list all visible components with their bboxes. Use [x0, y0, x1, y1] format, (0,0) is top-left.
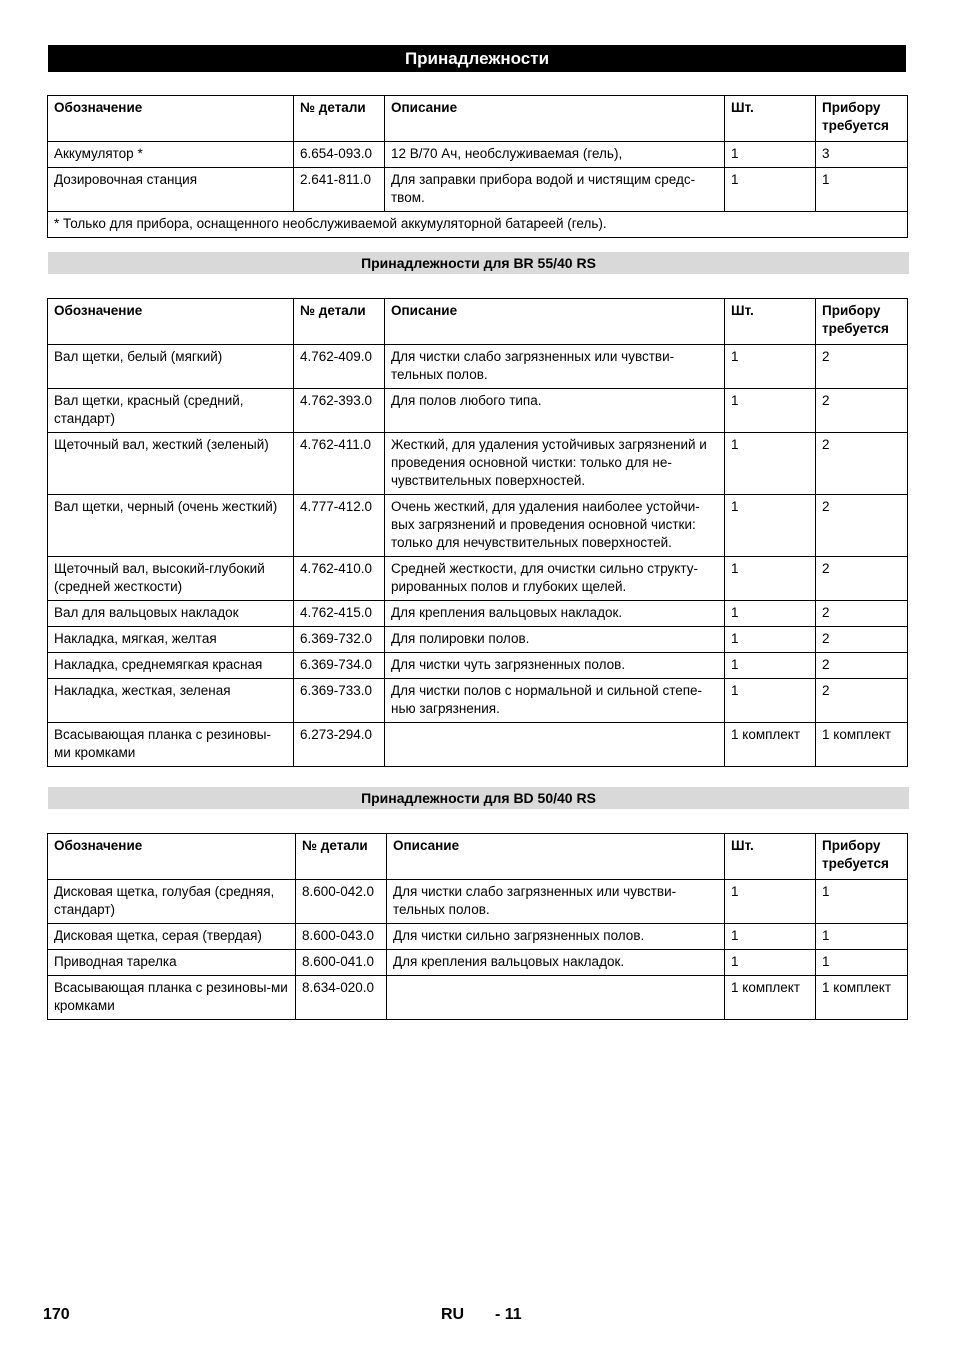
cell-required: 1 — [816, 924, 908, 950]
cell-designation: Аккумулятор * — [48, 142, 294, 168]
cell-description: Очень жесткий, для удаления наиболее устойчи-вых загрязнений и проведения основной чистки: только для нечувствительных поверхностей. — [385, 495, 725, 557]
cell-description — [387, 976, 725, 1020]
table-row — [48, 601, 908, 627]
table-row — [48, 627, 908, 653]
cell-designation: Дозировочная станция — [48, 168, 294, 212]
cell-designation: Накладка, жесткая, зеленая — [48, 679, 294, 723]
header-description: Описание — [385, 96, 725, 142]
cell-description: Для крепления вальцовых накладок. — [385, 601, 725, 627]
header-part-number: № детали — [294, 96, 385, 142]
cell-description: Для полов любого типа. — [385, 389, 725, 433]
cell-required: 2 — [816, 389, 908, 433]
cell-quantity: 1 — [725, 653, 816, 679]
cell-part-number: 4.777-412.0 — [294, 495, 385, 557]
header-required: Прибору требуется — [816, 96, 908, 142]
cell-quantity: 1 комплект — [725, 976, 816, 1020]
cell-required: 1 комплект — [816, 976, 908, 1020]
cell-quantity: 1 — [725, 389, 816, 433]
cell-part-number: 6.369-732.0 — [294, 627, 385, 653]
header-required: Прибору требуется — [816, 834, 908, 880]
cell-part-number: 6.369-733.0 — [294, 679, 385, 723]
cell-required: 2 — [816, 601, 908, 627]
cell-quantity: 1 — [725, 495, 816, 557]
br-accessories-table — [47, 298, 908, 767]
footnote: * Только для прибора, оснащенного необслуживаемой аккумуляторной батареей (гель). — [48, 212, 908, 238]
cell-quantity: 1 — [725, 880, 816, 924]
cell-designation: Накладка, мягкая, желтая — [48, 627, 294, 653]
table-header-row — [48, 96, 908, 142]
table-row — [48, 168, 908, 212]
cell-quantity: 1 — [725, 924, 816, 950]
header-quantity: Шт. — [725, 299, 816, 345]
table-row — [48, 142, 908, 168]
table-row — [48, 950, 908, 976]
header-part-number: № детали — [294, 299, 385, 345]
table-row — [48, 389, 908, 433]
cell-part-number: 4.762-409.0 — [294, 345, 385, 389]
cell-description: Для чистки слабо загрязненных или чувстви-тельных полов. — [387, 880, 725, 924]
cell-description: Для крепления вальцовых накладок. — [387, 950, 725, 976]
header-quantity: Шт. — [725, 834, 816, 880]
bd-accessories-table-body — [48, 880, 908, 1020]
cell-designation: Вал щетки, красный (средний, стандарт) — [48, 389, 294, 433]
cell-required: 3 — [816, 142, 908, 168]
table-header-row — [48, 299, 908, 345]
section-page-number: - 11 — [495, 1306, 522, 1323]
table-row — [48, 880, 908, 924]
cell-description: 12 В/70 Ач, необслуживаемая (гель), — [385, 142, 725, 168]
cell-description: Средней жесткости, для очистки сильно структу-рированных полов и глубоких щелей. — [385, 557, 725, 601]
cell-part-number: 4.762-393.0 — [294, 389, 385, 433]
cell-quantity: 1 — [725, 557, 816, 601]
cell-description — [385, 723, 725, 767]
cell-designation: Вал для вальцовых накладок — [48, 601, 294, 627]
section-title-bd: Принадлежности для BD 50/40 RS — [48, 787, 909, 809]
header-designation: Обозначение — [48, 299, 294, 345]
cell-part-number: 8.600-042.0 — [296, 880, 387, 924]
cell-quantity: 1 — [725, 345, 816, 389]
table-row — [48, 495, 908, 557]
table-header-row — [48, 834, 908, 880]
cell-description: Для чистки сильно загрязненных полов. — [387, 924, 725, 950]
header-designation: Обозначение — [48, 96, 294, 142]
cell-description: Для чистки чуть загрязненных полов. — [385, 653, 725, 679]
cell-part-number: 6.369-734.0 — [294, 653, 385, 679]
header-description: Описание — [385, 299, 725, 345]
cell-description: Жесткий, для удаления устойчивых загрязнений и проведения основной чистки: только для не-чувствительных поверхностей. — [385, 433, 725, 495]
cell-quantity: 1 — [725, 679, 816, 723]
cell-designation: Дисковая щетка, серая (твердая) — [48, 924, 296, 950]
table-row — [48, 433, 908, 495]
header-quantity: Шт. — [725, 96, 816, 142]
cell-designation: Накладка, среднемягкая красная — [48, 653, 294, 679]
cell-quantity: 1 — [725, 950, 816, 976]
header-part-number: № детали — [296, 834, 387, 880]
cell-description: Для чистки полов с нормальной и сильной степе-нью загрязнения. — [385, 679, 725, 723]
br-accessories-table-body — [48, 345, 908, 767]
cell-designation: Всасывающая планка с резиновы-ми кромками — [48, 723, 294, 767]
cell-required: 1 — [816, 880, 908, 924]
header-description: Описание — [387, 834, 725, 880]
cell-quantity: 1 комплект — [725, 723, 816, 767]
table-row — [48, 723, 908, 767]
cell-description: Для чистки слабо загрязненных или чувстви-тельных полов. — [385, 345, 725, 389]
cell-description: Для заправки прибора водой и чистящим средс-твом. — [385, 168, 725, 212]
cell-part-number: 4.762-415.0 — [294, 601, 385, 627]
cell-required: 2 — [816, 679, 908, 723]
cell-designation: Вал щетки, черный (очень жесткий) — [48, 495, 294, 557]
cell-quantity: 1 — [725, 627, 816, 653]
cell-part-number: 4.762-410.0 — [294, 557, 385, 601]
table-row — [48, 557, 908, 601]
cell-required: 2 — [816, 345, 908, 389]
cell-designation: Щеточный вал, жесткий (зеленый) — [48, 433, 294, 495]
cell-quantity: 1 — [725, 168, 816, 212]
table-row — [48, 976, 908, 1020]
cell-part-number: 6.654-093.0 — [294, 142, 385, 168]
cell-part-number: 8.634-020.0 — [296, 976, 387, 1020]
cell-required: 1 — [816, 168, 908, 212]
table-row — [48, 924, 908, 950]
cell-part-number: 6.273-294.0 — [294, 723, 385, 767]
cell-description: Для полировки полов. — [385, 627, 725, 653]
table-row — [48, 653, 908, 679]
cell-quantity: 1 — [725, 433, 816, 495]
section-title-br: Принадлежности для BR 55/40 RS — [48, 252, 909, 274]
cell-part-number: 8.600-041.0 — [296, 950, 387, 976]
cell-required: 2 — [816, 557, 908, 601]
cell-required: 2 — [816, 433, 908, 495]
table-row — [48, 679, 908, 723]
accessories-table-body — [48, 142, 908, 212]
cell-part-number: 4.762-411.0 — [294, 433, 385, 495]
page-title: Принадлежности — [48, 45, 906, 72]
page-number: 170 — [43, 1306, 70, 1323]
header-designation: Обозначение — [48, 834, 296, 880]
cell-quantity: 1 — [725, 601, 816, 627]
language-code: RU — [441, 1306, 465, 1323]
bd-accessories-table — [47, 833, 908, 1020]
accessories-table — [47, 95, 908, 238]
cell-part-number: 2.641-811.0 — [294, 168, 385, 212]
cell-designation: Приводная тарелка — [48, 950, 296, 976]
table-row — [48, 345, 908, 389]
cell-required: 2 — [816, 627, 908, 653]
cell-part-number: 8.600-043.0 — [296, 924, 387, 950]
cell-quantity: 1 — [725, 142, 816, 168]
cell-required: 1 комплект — [816, 723, 908, 767]
cell-designation: Щеточный вал, высокий-глубокий (средней жесткости) — [48, 557, 294, 601]
cell-designation: Всасывающая планка с резиновы-ми кромками — [48, 976, 296, 1020]
cell-required: 1 — [816, 950, 908, 976]
header-required: Прибору требуется — [816, 299, 908, 345]
cell-designation: Вал щетки, белый (мягкий) — [48, 345, 294, 389]
cell-required: 2 — [816, 653, 908, 679]
footnote-row — [48, 212, 908, 238]
cell-required: 2 — [816, 495, 908, 557]
cell-designation: Дисковая щетка, голубая (средняя, стандарт) — [48, 880, 296, 924]
